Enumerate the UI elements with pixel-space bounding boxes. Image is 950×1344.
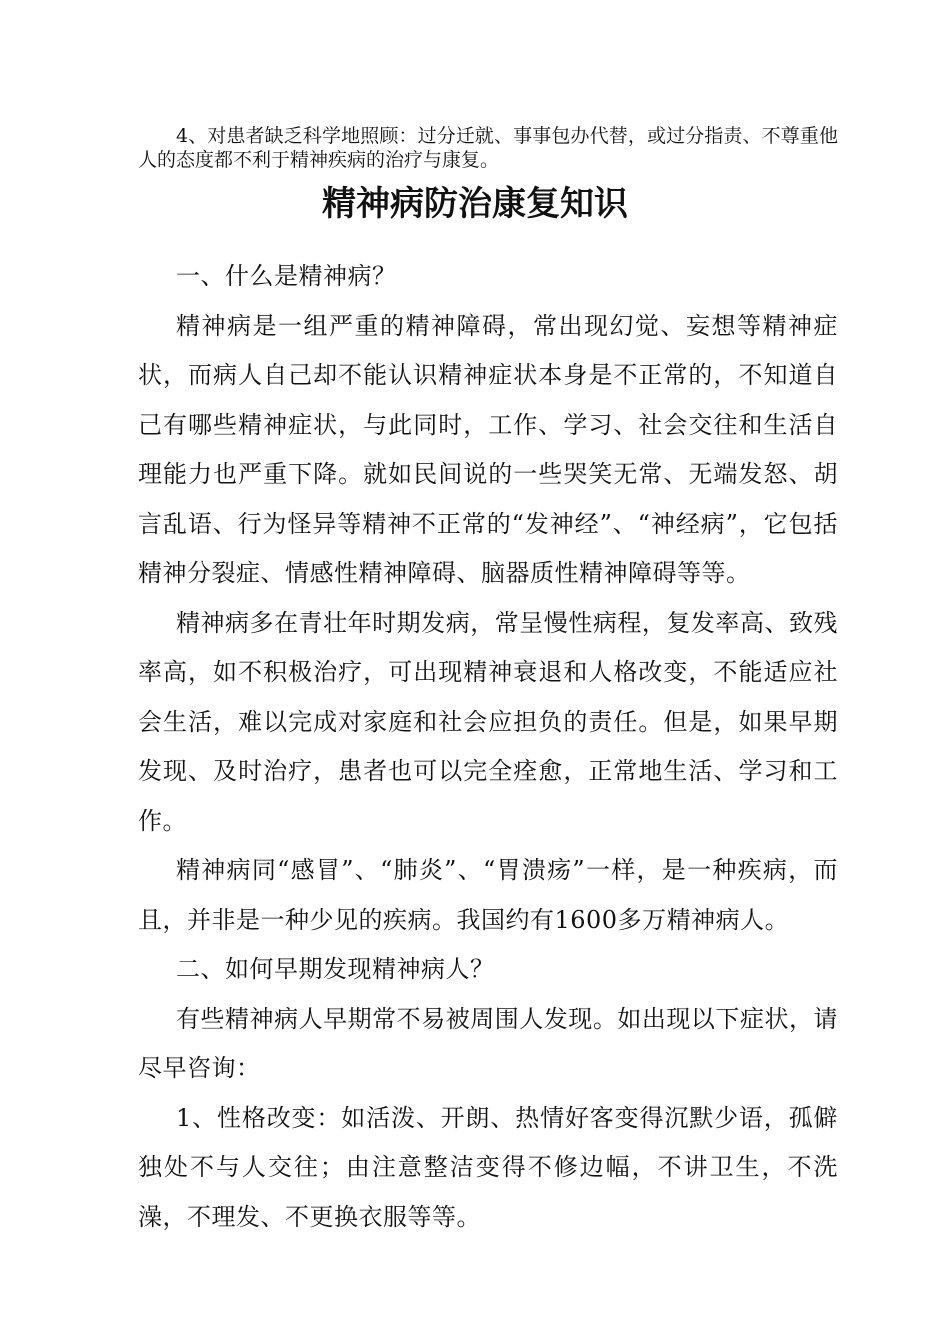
- document-title: 精神病防治康复知识: [322, 184, 628, 224]
- body-paragraph: 精神病是一组严重的精神障碍，常出现幻觉、妄想等精神症状，而病人自己却不能认识精神症状本身是不正常的，不知道自己有哪些精神症状，与此同时，工作、学习、社会交往和生活自理能力也严重下降。就如民间说的一些哭笑无常、无端发怒、胡言乱语、行为怪异等精神不正常的“发神经”、“神经病”，它包括精神分裂症、情感性精神障碍、脑器质性精神障碍等等。: [138, 311, 838, 587]
- section-heading: 二、如何早期发现精神病人？: [176, 955, 495, 983]
- intro-paragraph: 4、对患者缺乏科学地照顾：过分迁就、事事包办代替，或过分指责、不尊重他人的态度都不利于精神疾病的治疗与康复。: [138, 125, 838, 171]
- body-paragraph: 1、性格改变：如活泼、开朗、热情好客变得沉默少语，孤僻独处不与人交往；由注意整洁变得不修边幅，不讲卫生，不洗澡，不理发、不更换衣服等等。: [138, 1103, 838, 1231]
- body-paragraph: 精神病同“感冒”、“肺炎”、“胃溃疡”一样，是一种疾病，而且，并非是一种少见的疾病。我国约有1600多万精神病人。: [138, 856, 838, 934]
- body-paragraph: 有些精神病人早期常不易被周围人发现。如出现以下症状，请尽早咨询：: [138, 1004, 838, 1082]
- document-body: [138, 252, 838, 1242]
- body-paragraph: 精神病多在青壮年时期发病，常呈慢性病程，复发率高、致残率高，如不积极治疗，可出现精神衰退和人格改变，不能适应社会生活，难以完成对家庭和社会应担负的责任。但是，如果早期发现、及时治疗，患者也可以完全痊愈，正常地生活、学习和工作。: [138, 608, 838, 835]
- section-heading: 一、什么是精神病？: [176, 262, 397, 290]
